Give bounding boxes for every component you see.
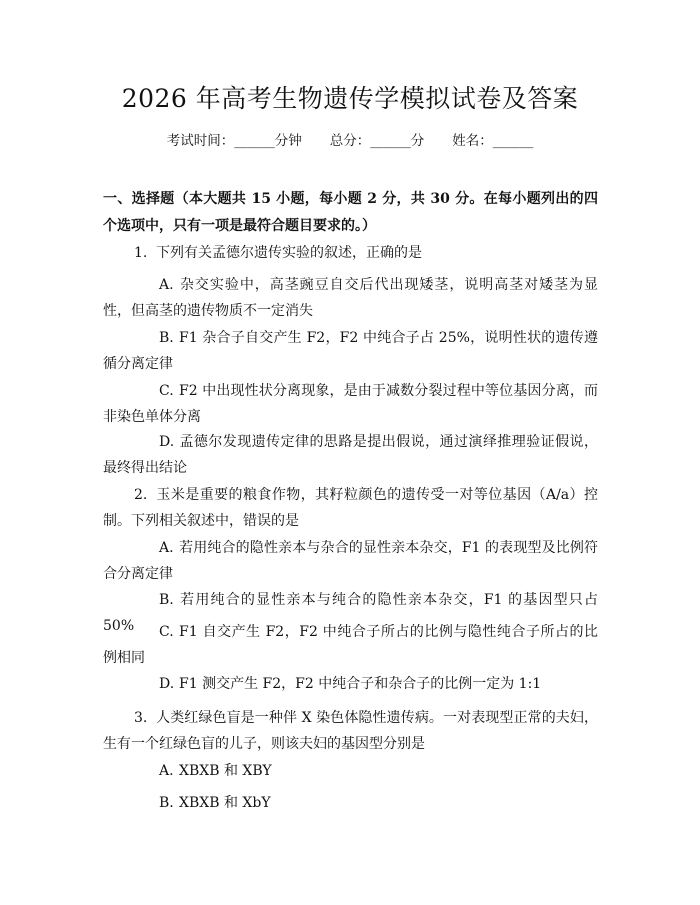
option-letter: B. (159, 795, 174, 811)
question-2-option-c (103, 619, 598, 671)
question-number: 3. (134, 710, 148, 726)
question-2-option-a (103, 535, 598, 587)
option-letter: D. (159, 676, 175, 692)
question-stem: 人类红绿色盲是一种伴 X 染色体隐性遗传病。一对表现型正常的夫妇，生有一个红绿色盲的儿子，则该夫妇的基因型分别是 (103, 710, 598, 752)
question-stem: 下列有关孟德尔遗传实验的叙述，正确的是 (156, 245, 422, 261)
name-field: 姓名：______ (452, 133, 534, 149)
section-heading: 一、选择题（本大题共 15 小题，每小题 2 分，共 30 分。在每小题列出的四个选项中，只有一项是最符合题目要求的。） (103, 191, 598, 234)
option-letter: C. (159, 383, 174, 399)
question-1-option-a (103, 272, 598, 324)
option-text: 若用纯合的显性亲本与纯合的隐性亲本杂交，F1 的基因型只占 50% (103, 592, 598, 634)
option-text: 孟德尔发现遗传定律的思路是提出假说，通过演绎推理验证假说，最终得出结论 (103, 434, 598, 476)
exam-meta (0, 130, 700, 152)
option-text: XBXB 和 XBY (179, 763, 272, 779)
option-text: XBXB 和 XbY (179, 795, 271, 811)
question-1 (103, 240, 598, 266)
option-letter: B. (159, 592, 174, 608)
option-letter: A. (159, 277, 174, 293)
option-text: F1 自交产生 F2，F2 中纯合子所占的比例与隐性纯合子所占的比例相同 (103, 624, 598, 666)
option-text: F2 中出现性状分离现象，是由于减数分裂过程中等位基因分离，而非染色单体分离 (103, 383, 598, 425)
option-letter: B. (159, 330, 174, 346)
option-text: 杂交实验中，高茎豌豆自交后代出现矮茎，说明高茎对矮茎为显性，但高茎的遗传物质不一定消失 (103, 277, 598, 319)
question-number: 1. (134, 245, 148, 261)
question-2-option-d (103, 671, 598, 697)
question-stem: 玉米是重要的粮食作物，其籽粒颜色的遗传受一对等位基因（A/a）控制。下列相关叙述中，错误的是 (103, 487, 598, 529)
question-1-option-c (103, 378, 598, 430)
option-letter: C. (159, 624, 174, 640)
exam-time-field: 考试时间：______分钟 (166, 133, 302, 149)
question-1-option-d (103, 429, 598, 481)
option-letter: A. (159, 540, 174, 556)
question-3-option-b (103, 790, 598, 816)
question-3 (103, 705, 598, 757)
total-score-field: 总分：______分 (329, 133, 425, 149)
option-text: F1 测交产生 F2，F2 中纯合子和杂合子的比例一定为 1:1 (179, 676, 542, 692)
question-1-option-b (103, 325, 598, 377)
option-text: 若用纯合的隐性亲本与杂合的显性亲本杂交，F1 的表现型及比例符合分离定律 (103, 540, 598, 582)
question-3-option-a (103, 758, 598, 784)
question-2 (103, 482, 598, 534)
option-letter: D. (159, 434, 175, 450)
question-number: 2. (134, 487, 148, 503)
option-letter: A. (159, 763, 174, 779)
page-title: 2026 年高考生物遗传学模拟试卷及答案 (121, 84, 579, 113)
option-text: F1 杂合子自交产生 F2，F2 中纯合子占 25%，说明性状的遗传遵循分离定律 (103, 330, 598, 372)
